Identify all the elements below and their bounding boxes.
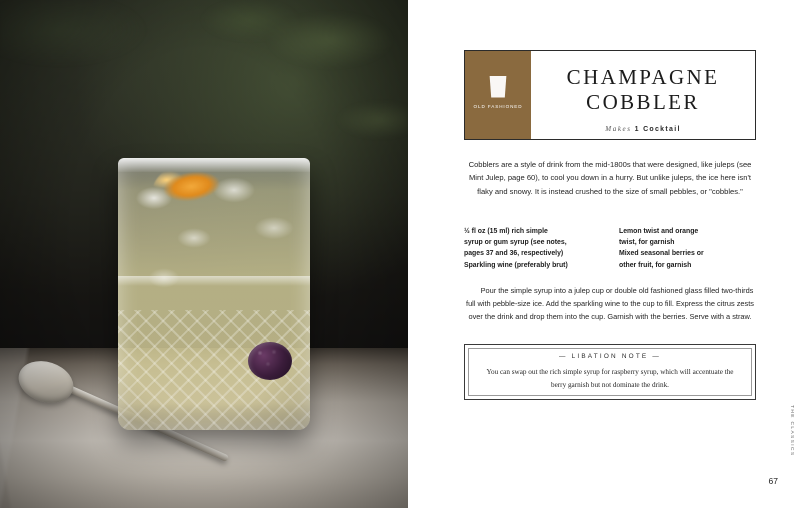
ingredients-column-right <box>619 226 756 271</box>
glass-band <box>118 276 310 286</box>
ingredients-list <box>464 226 756 271</box>
makes-line <box>605 125 680 133</box>
ingredient-line: pages 37 and 36, respectively) <box>464 250 564 258</box>
ingredient-line: Sparkling wine (preferably brut) <box>464 261 568 269</box>
title-text-wrap <box>531 51 755 139</box>
ingredients-column-left <box>464 226 601 271</box>
blackberry-garnish <box>248 342 292 380</box>
recipe-page <box>408 0 800 508</box>
chapter-side-tab: THE CLASSICS <box>789 404 794 456</box>
ingredient-line: ½ fl oz (15 ml) rich simple <box>464 228 548 235</box>
libation-note-inner <box>468 348 752 396</box>
ingredient-line: Mixed seasonal berries or <box>619 250 704 258</box>
libation-note-body: You can swap out the rich simple syrup for raspberry syrup, which will accentuate the berry garnish but not dominate the drink. <box>486 368 734 389</box>
recipe-title-line-1: CHAMPAGNE <box>566 65 720 90</box>
old-fashioned-glass-icon <box>488 76 508 98</box>
recipe-title-line-2: COBBLER <box>586 90 700 114</box>
glass-type-badge <box>465 51 531 139</box>
libation-note-heading: — LIBATION NOTE — <box>559 353 661 361</box>
ingredient-line: twist, for garnish <box>619 239 675 247</box>
ingredient-line: other fruit, for garnish <box>619 261 692 269</box>
recipe-intro: Cobblers are a style of drink from the mid-1800s that were designed, like juleps (see Mint Julep, page 60), to cool you down in a hurry. But unlike juleps, the ice here isn't flaky and snowy. It is instead crushed to the size of small pebbles, or "cobbles." <box>468 160 752 196</box>
recipe-title <box>567 65 720 115</box>
spoon-bowl <box>13 354 79 409</box>
title-block <box>464 50 756 140</box>
ingredient-line: Lemon twist and orange <box>619 228 699 235</box>
page-number: 67 <box>768 476 778 486</box>
glass-type-label: OLD FASHIONED <box>473 103 523 109</box>
makes-value: 1 Cocktail <box>634 125 681 133</box>
recipe-method: Pour the simple syrup into a julep cup or double old fashioned glass filled two-thirds full with pebble-size ice. Add the sparkling wine to the cup to fill. Express the citrus zests over the drink and drop them into the cup. Garnish with the berries. Serve with a straw. <box>466 286 754 322</box>
makes-word: Makes <box>605 124 632 133</box>
ingredient-line: syrup or gum syrup (see notes, <box>464 239 567 247</box>
libation-note-box <box>464 344 756 400</box>
